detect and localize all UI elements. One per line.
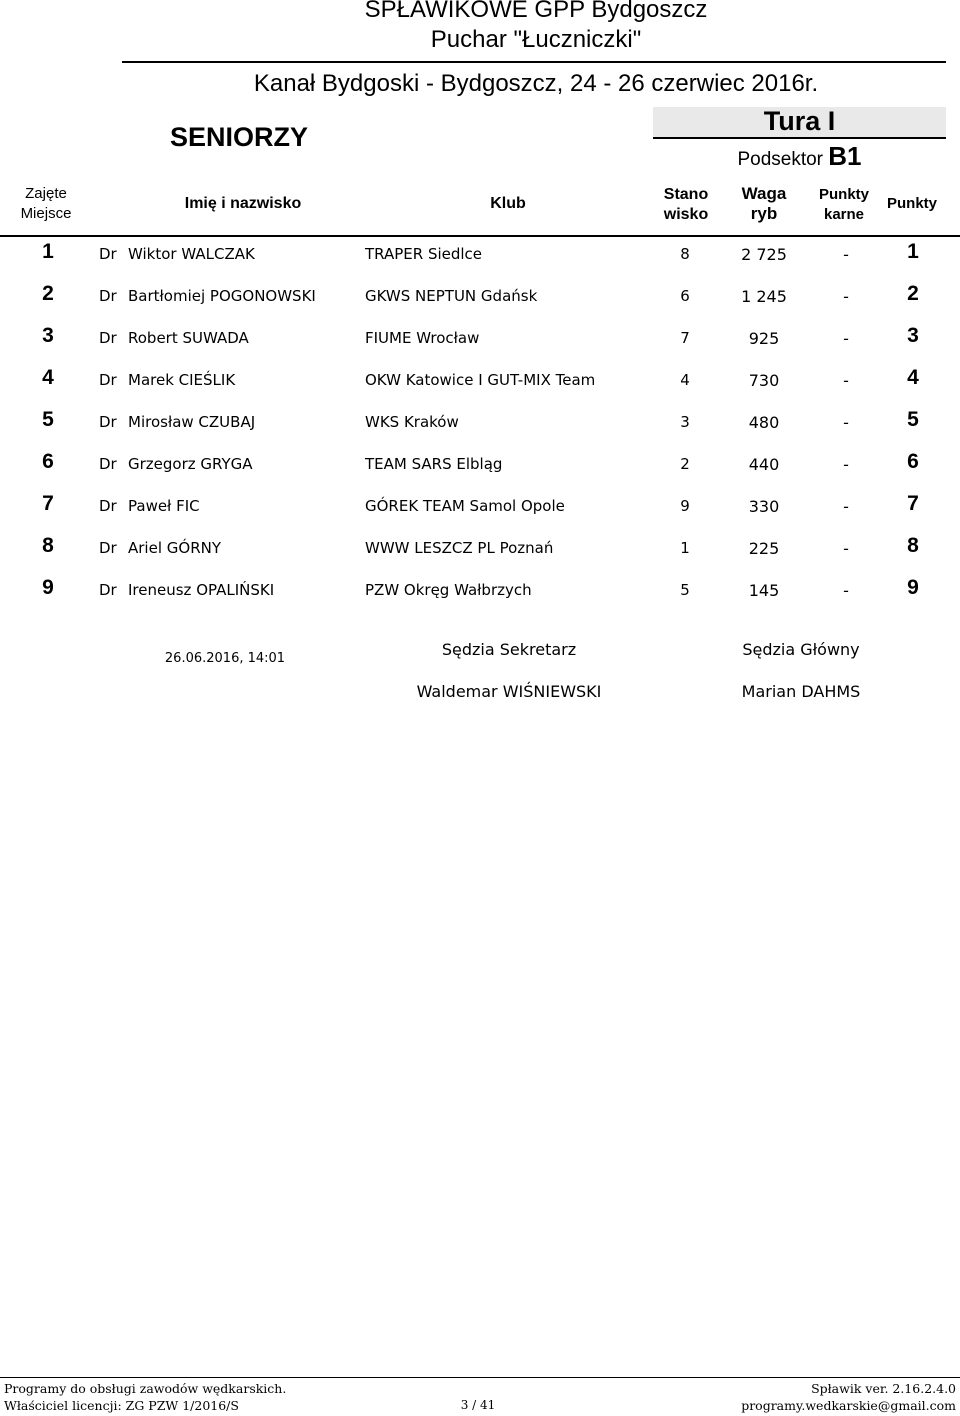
row-place: 3: [42, 324, 54, 347]
competition-title: SPŁAWIKOWE GPP Bydgoszcz: [364, 0, 708, 23]
row-penalty: -: [843, 581, 849, 600]
secretary-name: Waldemar WIŚNIEWSKI: [416, 682, 602, 701]
main-judge-name: Marian DAHMS: [741, 682, 861, 701]
row-weight: 330: [748, 497, 780, 516]
sector-label-text: Podsektor: [737, 149, 823, 170]
main-judge-title: Sędzia Główny: [742, 640, 860, 659]
row-place: 2: [42, 282, 54, 305]
row-name: Marek CIEŚLIK: [128, 371, 236, 389]
row-weight: 730: [748, 371, 780, 390]
table-row: [0, 531, 960, 573]
header-divider: [122, 61, 946, 63]
row-place: 7: [42, 492, 54, 515]
round-label: Tura I: [763, 106, 836, 136]
page-number: 3 / 41: [460, 1398, 496, 1412]
footer-license: Właściciel licencji: ZG PZW 1/2016/S: [4, 1398, 239, 1413]
row-name: Ireneusz OPALIŃSKI: [128, 581, 275, 599]
row-stand: 8: [680, 245, 690, 263]
row-name: Bartłomiej POGONOWSKI: [128, 287, 316, 305]
row-category: Dr: [99, 497, 117, 515]
competition-subtitle: Puchar "Łuczniczki": [430, 26, 642, 53]
secretary-title: Sędzia Sekretarz: [441, 640, 577, 659]
row-place: 8: [42, 534, 54, 557]
column-header-weight: Waga ryb: [741, 184, 787, 223]
row-penalty: -: [843, 455, 849, 474]
row-club: GÓREK TEAM Samol Opole: [365, 497, 565, 515]
footer-divider: [0, 1377, 960, 1378]
row-club: WKS Kraków: [365, 413, 459, 431]
row-name: Mirosław CZUBAJ: [128, 413, 256, 431]
row-penalty: -: [843, 497, 849, 516]
row-category: Dr: [99, 413, 117, 431]
row-category: Dr: [99, 287, 117, 305]
row-name: Grzegorz GRYGA: [128, 455, 253, 473]
row-weight: 480: [748, 413, 780, 432]
row-stand: 1: [680, 539, 690, 557]
table-row: [0, 573, 960, 615]
row-club: OKW Katowice I GUT-MIX Team: [365, 371, 596, 389]
table-row: [0, 489, 960, 531]
table-row: [0, 405, 960, 447]
row-weight: 440: [748, 455, 780, 474]
row-club: WWW LESZCZ PL Poznań: [365, 539, 554, 557]
row-club: FIUME Wrocław: [365, 329, 480, 347]
column-header-points: Punkty: [886, 195, 937, 212]
row-club: TRAPER Siedlce: [365, 245, 483, 263]
category-label: SENIORZY: [170, 122, 309, 152]
row-points: 2: [907, 282, 919, 305]
column-header-name: Imię i nazwisko: [184, 195, 302, 212]
row-place: 1: [42, 240, 54, 263]
row-name: Paweł FIC: [128, 497, 200, 515]
sector-label: [653, 141, 946, 172]
row-stand: 7: [680, 329, 690, 347]
row-weight: 1 245: [741, 287, 787, 306]
row-category: Dr: [99, 329, 117, 347]
row-points: 8: [907, 534, 919, 557]
row-category: Dr: [99, 371, 117, 389]
table-row: [0, 279, 960, 321]
row-stand: 5: [680, 581, 690, 599]
row-stand: 3: [680, 413, 690, 431]
row-points: 5: [907, 408, 919, 431]
row-penalty: -: [843, 539, 849, 558]
row-points: 3: [907, 324, 919, 347]
row-stand: 2: [680, 455, 690, 473]
row-points: 7: [907, 492, 919, 515]
row-category: Dr: [99, 245, 117, 263]
table-row: [0, 321, 960, 363]
row-weight: 2 725: [741, 245, 787, 264]
footer-program: Programy do obsługi zawodów wędkarskich.: [4, 1381, 287, 1396]
table-row: [0, 237, 960, 279]
row-penalty: -: [843, 329, 849, 348]
row-stand: 9: [680, 497, 690, 515]
row-category: Dr: [99, 455, 117, 473]
row-points: 4: [907, 366, 919, 389]
row-category: Dr: [99, 539, 117, 557]
row-penalty: -: [843, 245, 849, 264]
row-name: Robert SUWADA: [128, 329, 249, 347]
venue-date: Kanał Bydgoski - Bydgoszcz, 24 - 26 czerwiec 2016r.: [253, 70, 819, 97]
table-row: [0, 363, 960, 405]
row-points: 6: [907, 450, 919, 473]
sector-id: B1: [828, 141, 862, 171]
column-header-penalty: Punkty karne: [818, 186, 869, 223]
row-stand: 6: [680, 287, 690, 305]
column-header-place: Zajęte Miejsce: [20, 185, 72, 222]
row-weight: 145: [748, 581, 780, 600]
row-place: 6: [42, 450, 54, 473]
row-weight: 225: [748, 539, 780, 558]
row-weight: 925: [748, 329, 780, 348]
row-penalty: -: [843, 287, 849, 306]
column-header-club: Klub: [490, 195, 526, 212]
row-place: 4: [42, 366, 54, 389]
row-category: Dr: [99, 581, 117, 599]
row-club: TEAM SARS Elbląg: [365, 455, 503, 473]
row-place: 9: [42, 576, 54, 599]
row-name: Ariel GÓRNY: [128, 539, 221, 557]
row-club: PZW Okręg Wałbrzych: [365, 581, 532, 599]
row-penalty: -: [843, 371, 849, 390]
row-club: GKWS NEPTUN Gdańsk: [365, 287, 538, 305]
table-row: [0, 447, 960, 489]
row-penalty: -: [843, 413, 849, 432]
footer-version: Spławik ver. 2.16.2.4.0: [811, 1381, 956, 1396]
row-name: Wiktor WALCZAK: [128, 245, 255, 263]
column-header-stand: Stano wisko: [663, 186, 709, 223]
row-place: 5: [42, 408, 54, 431]
row-stand: 4: [680, 371, 690, 389]
print-date: 26.06.2016, 14:01: [164, 651, 286, 666]
row-points: 9: [907, 576, 919, 599]
row-points: 1: [907, 240, 919, 263]
footer-contact: programy.wedkarskie@gmail.com: [741, 1398, 956, 1413]
